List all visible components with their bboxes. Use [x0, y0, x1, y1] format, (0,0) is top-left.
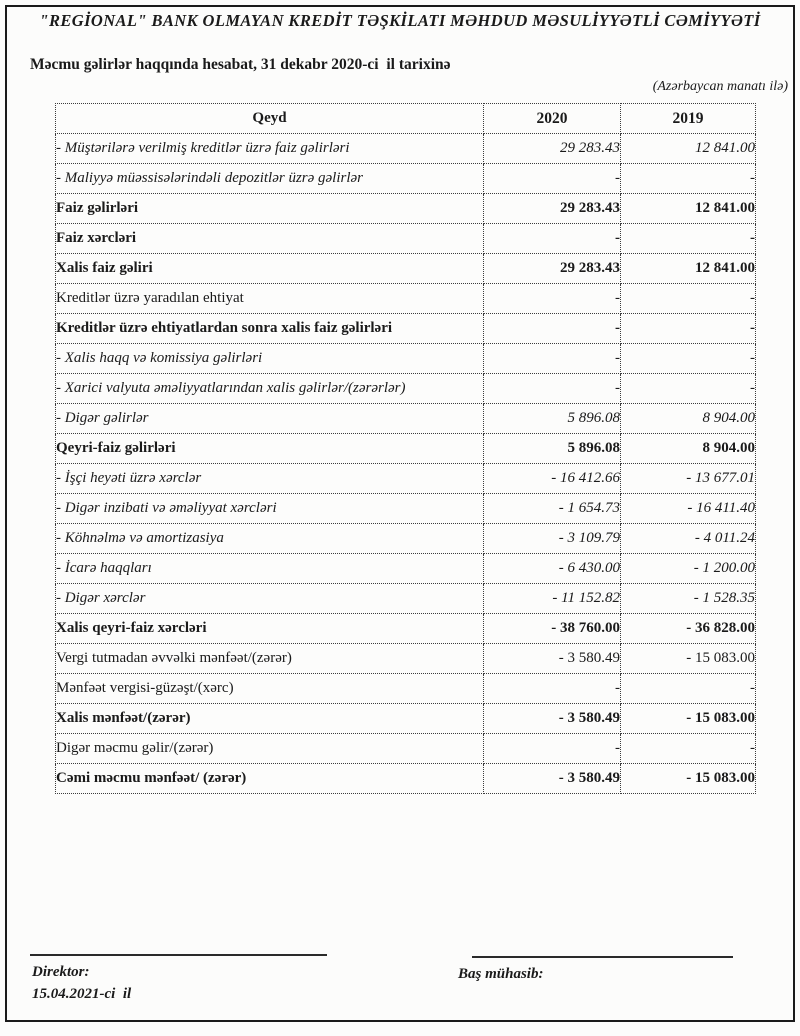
row-label: - Köhnəlmə və amortizasiya — [56, 524, 484, 554]
value-2019: 8 904.00 — [621, 434, 756, 464]
value-2019: - — [621, 344, 756, 374]
table-row — [56, 404, 756, 434]
value-2019: 8 904.00 — [621, 404, 756, 434]
row-label: - Xalis haqq və komissiya gəlirləri — [56, 344, 484, 374]
value-2020: - 3 580.49 — [484, 704, 621, 734]
chief-accountant-label: Baş mühasib: — [458, 966, 544, 982]
row-label: Digər məcmu gəlir/(zərər) — [56, 734, 484, 764]
value-2020: - 11 152.82 — [484, 584, 621, 614]
accountant-signature-line — [472, 956, 733, 958]
value-2019: 12 841.00 — [621, 194, 756, 224]
row-label: Xalis faiz gəliri — [56, 254, 484, 284]
value-2019: - — [621, 374, 756, 404]
value-2020: - 6 430.00 — [484, 554, 621, 584]
value-2019: - 1 528.35 — [621, 584, 756, 614]
table-row — [56, 704, 756, 734]
row-label: Mənfəət vergisi-güzəşt/(xərc) — [56, 674, 484, 704]
value-2019: - — [621, 314, 756, 344]
table-row — [56, 344, 756, 374]
table-row — [56, 254, 756, 284]
value-2020: - — [484, 164, 621, 194]
table-row — [56, 314, 756, 344]
table-row — [56, 194, 756, 224]
row-label: Faiz xərcləri — [56, 224, 484, 254]
table-row — [56, 584, 756, 614]
table-row — [56, 284, 756, 314]
value-2019: - 16 411.40 — [621, 494, 756, 524]
row-label: - Digər inzibati və əməliyyat xərcləri — [56, 494, 484, 524]
row-label: - Xarici valyuta əməliyyatlarından xalis gəlirlər/(zərərlər) — [56, 374, 484, 404]
table-row — [56, 674, 756, 704]
table-row — [56, 134, 756, 164]
value-2019: - 4 011.24 — [621, 524, 756, 554]
row-label: - Maliyyə müəssisələrindəli depozitlər üzrə gəlirlər — [56, 164, 484, 194]
value-2019: - 15 083.00 — [621, 764, 756, 794]
table-row — [56, 494, 756, 524]
row-label: Xalis mənfəət/(zərər) — [56, 704, 484, 734]
row-label: Vergi tutmadan əvvəlki mənfəət/(zərər) — [56, 644, 484, 674]
value-2020: - 16 412.66 — [484, 464, 621, 494]
value-2019: - — [621, 164, 756, 194]
value-2020: - — [484, 284, 621, 314]
value-2020: - — [484, 674, 621, 704]
row-label: Cəmi məcmu mənfəət/ (zərər) — [56, 764, 484, 794]
row-label: Faiz gəlirləri — [56, 194, 484, 224]
value-2020: 5 896.08 — [484, 404, 621, 434]
column-header-note: Qeyd — [56, 104, 484, 134]
column-header-2019: 2019 — [621, 104, 756, 134]
value-2019: - 13 677.01 — [621, 464, 756, 494]
value-2019: - — [621, 674, 756, 704]
currency-note: (Azərbaycan manatı ilə) — [652, 79, 788, 94]
table-body — [56, 134, 756, 794]
table-header-row — [56, 104, 756, 134]
row-label: Xalis qeyri-faiz xərcləri — [56, 614, 484, 644]
table-row — [56, 164, 756, 194]
value-2020: 29 283.43 — [484, 194, 621, 224]
row-label: - Digər gəlirlər — [56, 404, 484, 434]
report-subtitle: Məcmu gəlirlər haqqında hesabat, 31 dekabr 2020-ci il tarixinə — [30, 56, 451, 73]
value-2020: - 38 760.00 — [484, 614, 621, 644]
value-2020: - 1 654.73 — [484, 494, 621, 524]
table-row — [56, 434, 756, 464]
report-date: 15.04.2021-ci il — [32, 986, 132, 1002]
value-2020: 29 283.43 — [484, 254, 621, 284]
table-row — [56, 764, 756, 794]
value-2019: - — [621, 734, 756, 764]
table-row — [56, 374, 756, 404]
row-label: Kreditlər üzrə ehtiyatlardan sonra xalis faiz gəlirləri — [56, 314, 484, 344]
director-label: Direktor: — [32, 964, 90, 980]
director-signature-line — [30, 954, 327, 956]
value-2019: - 36 828.00 — [621, 614, 756, 644]
value-2020: - — [484, 374, 621, 404]
value-2020: - — [484, 344, 621, 374]
row-label: Kreditlər üzrə yaradılan ehtiyat — [56, 284, 484, 314]
value-2019: - 15 083.00 — [621, 704, 756, 734]
row-label: - İcarə haqqları — [56, 554, 484, 584]
table-row — [56, 734, 756, 764]
table-row — [56, 224, 756, 254]
row-label: - İşçi heyəti üzrə xərclər — [56, 464, 484, 494]
table-row — [56, 524, 756, 554]
column-header-2020: 2020 — [484, 104, 621, 134]
value-2020: - 3 580.49 — [484, 764, 621, 794]
row-label: - Digər xərclər — [56, 584, 484, 614]
value-2019: - — [621, 284, 756, 314]
value-2020: 5 896.08 — [484, 434, 621, 464]
document-title: "REGİONAL" BANK OLMAYAN KREDİT TƏŞKİLATI MƏHDUD MƏSULİYYƏTLİ CƏMİYYƏTİ — [39, 11, 761, 30]
value-2019: - 15 083.00 — [621, 644, 756, 674]
row-label: Qeyri-faiz gəlirləri — [56, 434, 484, 464]
table-row — [56, 644, 756, 674]
value-2020: 29 283.43 — [484, 134, 621, 164]
value-2019: 12 841.00 — [621, 134, 756, 164]
value-2019: 12 841.00 — [621, 254, 756, 284]
table-row — [56, 614, 756, 644]
value-2019: - 1 200.00 — [621, 554, 756, 584]
income-statement-table — [55, 103, 756, 794]
value-2020: - 3 109.79 — [484, 524, 621, 554]
table-row — [56, 464, 756, 494]
table-row — [56, 554, 756, 584]
row-label: - Müştərilərə verilmiş kreditlər üzrə faiz gəlirləri — [56, 134, 484, 164]
value-2020: - — [484, 314, 621, 344]
value-2020: - — [484, 224, 621, 254]
value-2020: - — [484, 734, 621, 764]
value-2019: - — [621, 224, 756, 254]
value-2020: - 3 580.49 — [484, 644, 621, 674]
